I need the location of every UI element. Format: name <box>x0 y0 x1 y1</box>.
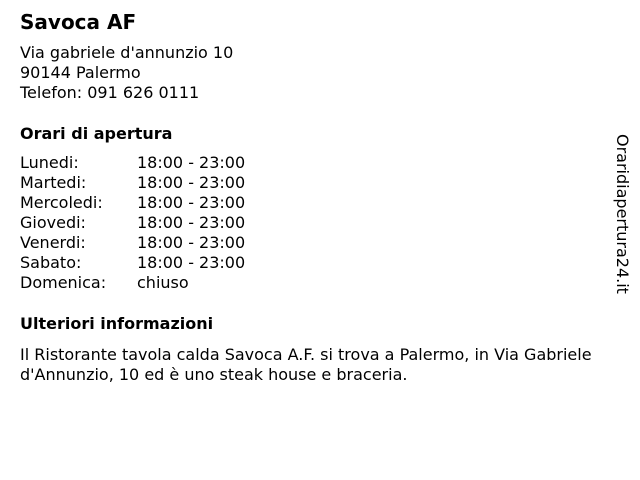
phone-number: Telefon: 091 626 0111 <box>20 83 200 102</box>
time-range: 18:00 - 23:00 <box>137 253 246 272</box>
time-range: 18:00 - 23:00 <box>137 213 246 232</box>
site-watermark: Oraridiapertura24.it <box>613 134 632 294</box>
day-label: Sabato: <box>20 253 82 272</box>
address-city: 90144 Palermo <box>20 63 141 82</box>
address-street: Via gabriele d'annunzio 10 <box>20 43 234 62</box>
day-label: Martedi: <box>20 173 87 192</box>
opening-hours-heading: Orari di apertura <box>20 124 173 143</box>
day-label: Domenica: <box>20 273 107 292</box>
time-range: 18:00 - 23:00 <box>137 153 246 172</box>
day-label: Venerdi: <box>20 233 86 252</box>
business-address <box>20 43 233 103</box>
time-range: 18:00 - 23:00 <box>137 173 246 192</box>
day-label: Mercoledi: <box>20 193 103 212</box>
time-range: 18:00 - 23:00 <box>137 193 246 212</box>
time-range: 18:00 - 23:00 <box>137 233 246 252</box>
day-label: Giovedi: <box>20 213 86 232</box>
time-range: chiuso <box>137 273 189 292</box>
more-info-text: Il Ristorante tavola calda Savoca A.F. si trova a Palermo, in Via Gabriele d'Annunzio, 10 ed è uno steak house e braceria. <box>20 345 592 384</box>
business-name: Savoca AF <box>20 10 137 34</box>
day-label: Lunedi: <box>20 153 79 172</box>
more-info-heading: Ulteriori informazioni <box>20 314 214 333</box>
